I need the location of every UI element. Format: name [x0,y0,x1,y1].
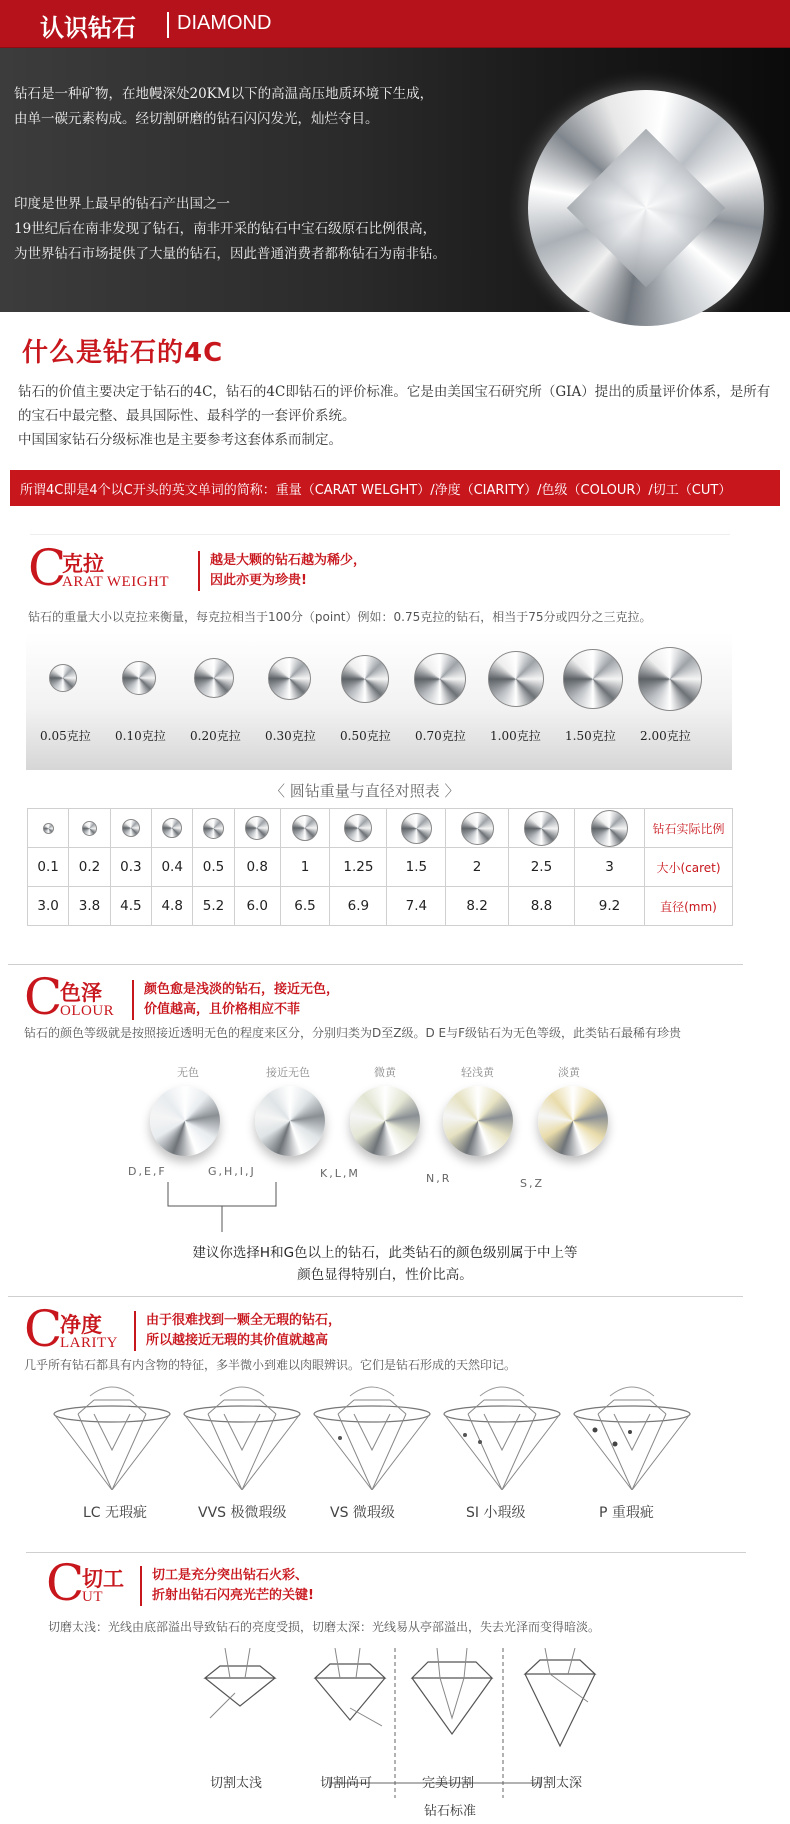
clarity-diagram-si [444,1387,560,1490]
clarity-label: P 重瑕疵 [599,1505,654,1521]
diamond-icon [524,811,559,846]
table-cell [387,809,446,848]
carat-gem-0.70 [414,653,466,705]
cut-label: 切割太深 [530,1776,583,1791]
carat-description: 钻石的重量大小以克拉来衡量，每克拉相当于100分（point）例如：0.75克拉的钻石，相当于75分或四分之三克拉。 [28,610,652,624]
cut-label: 切割尚可 [320,1776,373,1791]
cut-diagram-acceptable [315,1648,385,1726]
clarity-diagram-vs [314,1387,430,1490]
header-divider [167,12,169,38]
table-row-label: 钻石实际比例 [645,809,733,848]
table-cell: 6.9 [330,887,387,926]
colour-gem-g-j [255,1086,325,1156]
carat-label: 0.05克拉 [40,729,91,743]
colour-title-en: OLOUR [60,1003,115,1019]
cut-label: 完美切割 [422,1776,475,1791]
colour-note: 颜色愈是浅淡的钻石，接近无色， 价值越高，且价格相应不菲 [132,980,339,1020]
colour-gem-k-m [350,1086,420,1156]
carat-label: 0.30克拉 [265,729,316,743]
table-row-label: 大小(caret) [645,848,733,887]
table-cell: 1.25 [330,848,387,887]
table-cell [280,809,330,848]
clarity-diagram-lc [54,1387,170,1490]
cut-title-cn: 切工 [82,1567,124,1591]
cut-label: 切割太浅 [210,1776,263,1791]
table-cell [446,809,509,848]
carat-label: 0.70克拉 [415,729,466,743]
carat-title-en: ARAT WEIGHT [62,574,170,590]
table-cell: 1 [280,848,330,887]
page-header [0,0,790,48]
table-row-label: 直径(mm) [645,887,733,926]
colour-title-cn: 色泽 [60,981,102,1005]
divider [8,964,743,965]
clarity-c-letter: C [24,1300,63,1358]
table-cell [193,809,234,848]
colour-bracket [160,1182,290,1237]
carat-label: 2.00克拉 [640,729,691,743]
fourc-description: 钻石的价值主要决定于钻石的4C，钻石的4C即钻石的评价标准。它是由美国宝石研究所（GIA）提出的质量评价体系，是所有的宝石中最完整、最具国际性、最科学的一套评价系统。 中国国家钻石分级标准也是主要参考这套体系而制定。 [18,384,771,448]
fourc-definition-text: 所谓4C即是4个以C开头的英文单词的简称：重量（CARAT WELGHT）/净度（CIARITY）/色级（COLOUR）/切工（CUT） [20,483,732,498]
colour-grade: S,Z [520,1177,545,1190]
table-cell [28,809,69,848]
clarity-title-cn: 净度 [60,1313,102,1337]
carat-c-letter: C [28,539,67,597]
table-cell [508,809,574,848]
intro-banner [0,48,790,312]
carat-label: 1.50克拉 [565,729,616,743]
carat-gem-0.50 [341,655,389,703]
colour-name: 淡黄 [558,1066,580,1079]
colour-grade: N,R [426,1172,452,1185]
colour-grade: G,H,I,J [208,1165,256,1178]
carat-note: 越是大颗的钻石越为稀少， 因此亦更为珍贵! [198,551,366,591]
table-cell: 7.4 [387,887,446,926]
table-row [28,809,733,848]
colour-name: 微黄 [374,1066,396,1079]
table-row [28,887,733,926]
header-title-en: DIAMOND [177,12,272,34]
table-cell: 0.8 [234,848,280,887]
table-cell: 0.4 [152,848,193,887]
cut-standard-label: 钻石标准 [424,1804,477,1819]
table-cell [330,809,387,848]
carat-gem-0.10 [122,661,156,695]
diamond-icon [82,821,97,836]
table-cell [69,809,110,848]
intro-paragraph-1: 钻石是一种矿物，在地幔深处20KM以下的高温高压地质环境下生成， 由单一碳元素构成。经切割研磨的钻石闪闪发光，灿烂夺目。 [14,86,434,127]
clarity-label: VS 微瑕级 [330,1505,395,1521]
table-cell: 6.5 [280,887,330,926]
table-cell: 5.2 [193,887,234,926]
cut-diagram-perfect [412,1648,492,1734]
table-cell [110,809,151,848]
carat-size-strip [26,632,732,770]
cut-diagram-deep [525,1648,595,1746]
fourc-definition-bar [10,470,780,506]
carat-gem-2.00 [638,647,702,711]
table-cell [575,809,645,848]
carat-label: 1.00克拉 [490,729,541,743]
diamond-icon [245,816,269,840]
table-cell: 3.8 [69,887,110,926]
clarity-note: 由于很难找到一颗全无瑕的钻石， 所以越接近无瑕的其价值就越高 [134,1311,341,1351]
table-cell: 0.1 [28,848,69,887]
colour-gem-s-z [538,1086,608,1156]
cut-note: 切工是充分突出钻石火彩、 折射出钻石闪亮光芒的关键! [140,1566,314,1606]
table-cell: 2.5 [508,848,574,887]
carat-label: 0.10克拉 [115,729,166,743]
clarity-label: VVS 极微瑕级 [198,1505,287,1521]
carat-title-cn: 克拉 [62,552,104,576]
diamond-icon [203,818,224,839]
table-cell: 4.8 [152,887,193,926]
diamond-icon [401,813,432,844]
table-cell: 3 [575,848,645,887]
colour-name: 轻浅黄 [461,1066,494,1079]
intro-paragraph-2: 印度是世界上最早的钻石产出国之一 19世纪后在南非发现了钻石，南非开采的钻石中宝石级原石比例很高， 为世界钻石市场提供了大量的钻石，因此普通消费者都称钻石为南非钻。 [14,196,446,262]
diamond-hero-image [528,90,764,326]
table-cell: 6.0 [234,887,280,926]
table-cell: 4.5 [110,887,151,926]
cut-description: 切磨太浅：光线由底部溢出导致钻石的亮度受损，切磨太深：光线易从亭部溢出，失去光泽而变得暗淡。 [48,1620,601,1634]
colour-description: 钻石的颜色等级就是按照接近透明无色的程度来区分，分别归类为D至Z级。D E与F级钻石为无色等级，此类钻石最稀有珍贵 [24,1026,682,1040]
table-cell: 8.8 [508,887,574,926]
clarity-description: 几乎所有钻石都具有内含物的特征，多半微小到难以肉眼辨识。它们是钻石形成的天然印记。 [24,1358,517,1372]
table-cell: 0.2 [69,848,110,887]
table-cell: 0.3 [110,848,151,887]
carat-label: 0.50克拉 [340,729,391,743]
divider [8,1296,743,1297]
diamond-icon [591,810,628,847]
diamond-icon [162,818,182,838]
colour-grade: K,L,M [320,1167,360,1180]
table-cell [234,809,280,848]
colour-advice: 建议你选择H和G色以上的钻石，此类钻石的颜色级别属于中上等 颜色显得特别白，性价比高。 [192,1245,578,1283]
table-cell [152,809,193,848]
table-cell: 1.5 [387,848,446,887]
table-cell: 2 [446,848,509,887]
table-cell: 8.2 [446,887,509,926]
cut-diagram-shallow [205,1648,275,1718]
table-cell: 3.0 [28,887,69,926]
fourc-title: 什么是钻石的4C [22,338,224,368]
diamond-icon [122,819,140,837]
colour-grade: D,E,F [128,1165,167,1178]
colour-gem-d-f [150,1086,220,1156]
table-cell: 9.2 [575,887,645,926]
table-cell: 0.5 [193,848,234,887]
divider [26,1552,746,1553]
diamond-icon [461,812,494,845]
clarity-label: SI 小瑕级 [466,1505,526,1521]
carat-label: 0.20克拉 [190,729,241,743]
cut-c-letter: C [46,1554,85,1612]
clarity-diagram-vvs [184,1387,300,1490]
colour-c-letter: C [24,968,63,1026]
carat-gem-1.50 [563,649,623,709]
diamond-icon [344,814,372,842]
colour-name: 无色 [177,1066,199,1079]
carat-gem-1.00 [488,651,544,707]
clarity-label: LC 无瑕疵 [83,1505,148,1521]
diamond-icon [292,815,318,841]
header-title-cn: 认识钻石 [40,14,136,42]
clarity-diagrams [40,1380,740,1490]
divider [30,534,730,535]
carat-gem-0.30 [268,657,311,700]
carat-gem-0.05 [49,664,77,692]
size-diameter-table [27,808,733,926]
table-row [28,848,733,887]
clarity-title-en: LARITY [60,1335,118,1351]
size-table-title: 〈 圆钻重量与直径对照表 〉 [270,782,460,800]
colour-gem-n-r [443,1086,513,1156]
cut-title-en: UT [82,1589,103,1605]
clarity-diagram-p [574,1387,690,1490]
diamond-icon [43,823,54,834]
colour-name: 接近无色 [266,1066,310,1079]
carat-gem-0.20 [194,658,234,698]
